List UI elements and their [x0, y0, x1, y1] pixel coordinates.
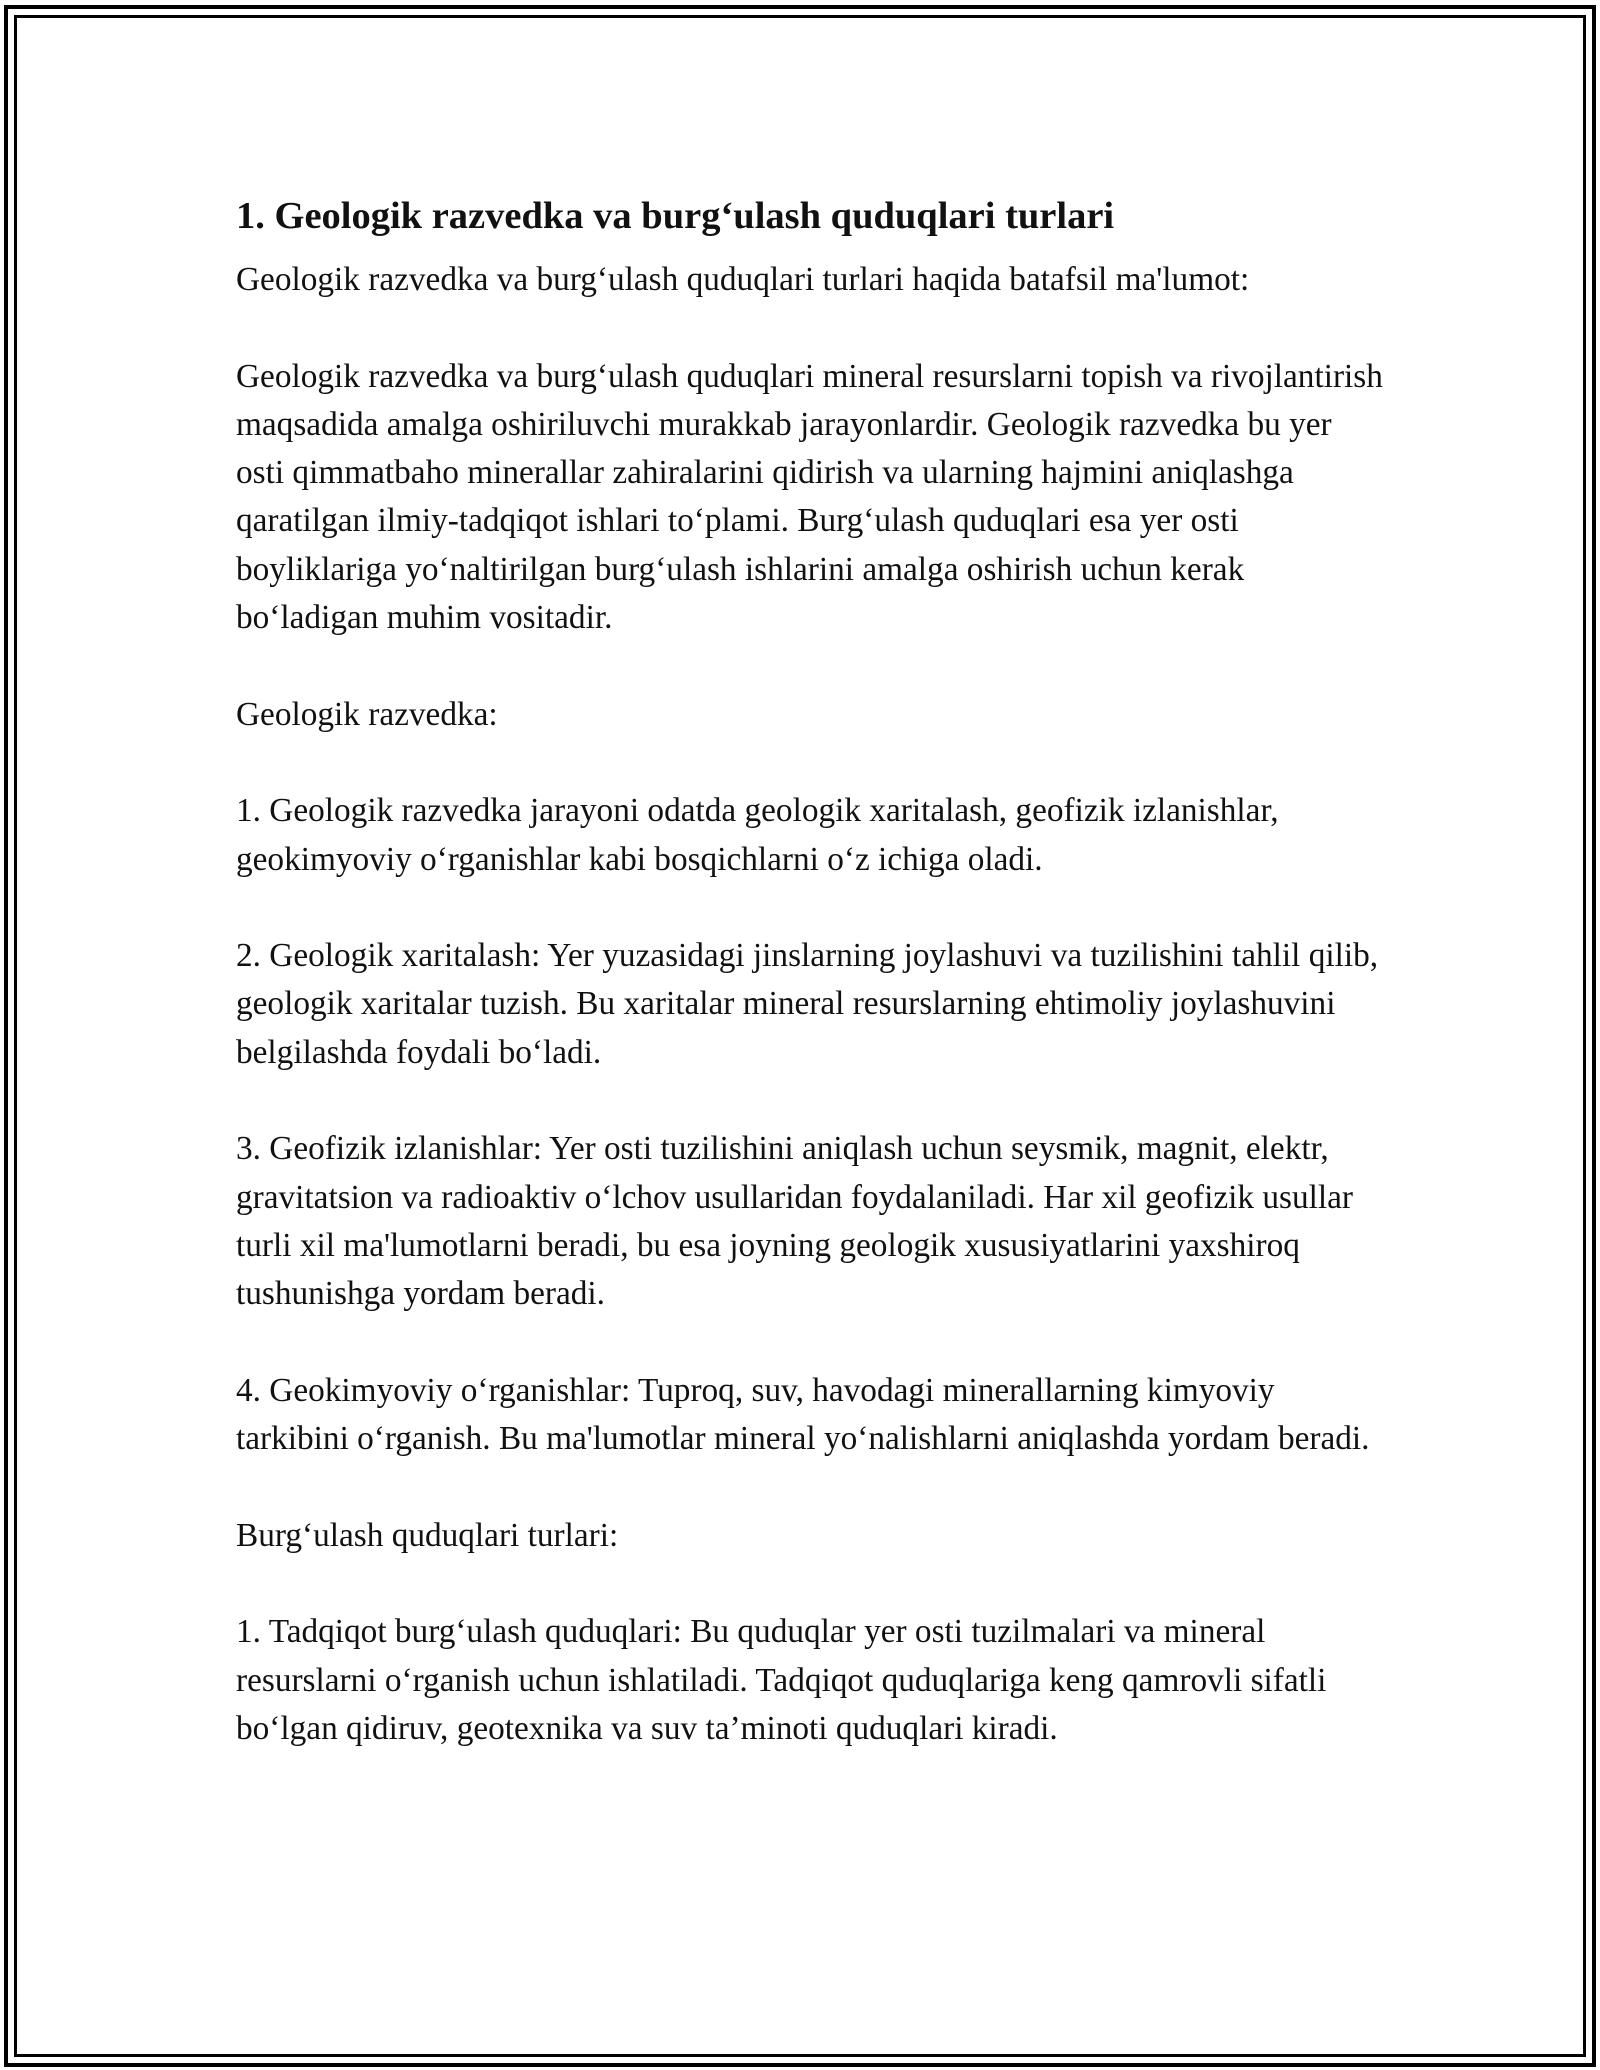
- overview-paragraph: Geologik razvedka va burg‘ulash quduqlari mineral resurslarni topish va rivojlantirish maqsadida amalga oshiriluvchi murakkab jarayonlardir. Geologik razvedka bu yer osti qimmatbaho minerallar zahiralarini qidirish va ularning hajmini aniqlashga qaratilgan ilmiy-tadqiqot ishlari to‘plami. Burg‘ulash quduqlari esa yer osti boyliklariga yo‘naltirilgan burg‘ulash ishlarini amalga oshirish uchun kerak bo‘ladigan muhim vositadir.: [236, 357, 1383, 637]
- list-item-razvedka-3: 3. Geofizik izlanishlar: Yer osti tuzilishini aniqlash uchun seysmik, magnit, elektr, gravitatsion va radioaktiv o‘lchov usullaridan foydalaniladi. Har xil geofizik usullar turli xil ma'lumotlarni beradi, bu esa joyning geologik xususiyatlarini yaxshiroq tushunishga yordam beradi.: [236, 1130, 1353, 1313]
- list-item-quduqlar-1: 1. Tadqiqot burg‘ulash quduqlari: Bu quduqlar yer osti tuzilmalari va mineral resurslarni o‘rganish uchun ishlatiladi. Tadqiqot quduqlariga keng qamrovli sifatli bo‘lgan qidiruv, geotexnika va suv ta’minoti quduqlari kiradi.: [236, 1613, 1327, 1747]
- list-item-razvedka-2: 2. Geologik xaritalash: Yer yuzasidagi jinslarning joylashuvi va tuzilishini tahlil qilib, geologik xaritalar tuzish. Bu xaritalar mineral resurslarning ehtimoliy joylashuvini belgilashda foydali bo‘ladi.: [236, 937, 1379, 1071]
- section-heading-geologik-razvedka: Geologik razvedka:: [236, 695, 498, 733]
- document-body: [236, 180, 1386, 1753]
- section-heading-quduqlar-turlari: Burg‘ulash quduqlari turlari:: [236, 1516, 619, 1554]
- list-item-razvedka-4: 4. Geokimyoviy o‘rganishlar: Tuproq, suv, havodagi minerallarning kimyoviy tarkibini o‘rganish. Bu ma'lumotlar mineral yo‘nalishlarni aniqlashda yordam beradi.: [236, 1371, 1370, 1458]
- document-title: 1. Geologik razvedka va burg‘ulash quduqlari turlari: [236, 195, 1115, 237]
- list-item-razvedka-1: 1. Geologik razvedka jarayoni odatda geologik xaritalash, geofizik izlanishlar, geokimyoviy o‘rganishlar kabi bosqichlarni o‘z ichiga oladi.: [236, 792, 1279, 878]
- intro-paragraph: Geologik razvedka va burg‘ulash quduqlari turlari haqida batafsil ma'lumot:: [236, 261, 1250, 298]
